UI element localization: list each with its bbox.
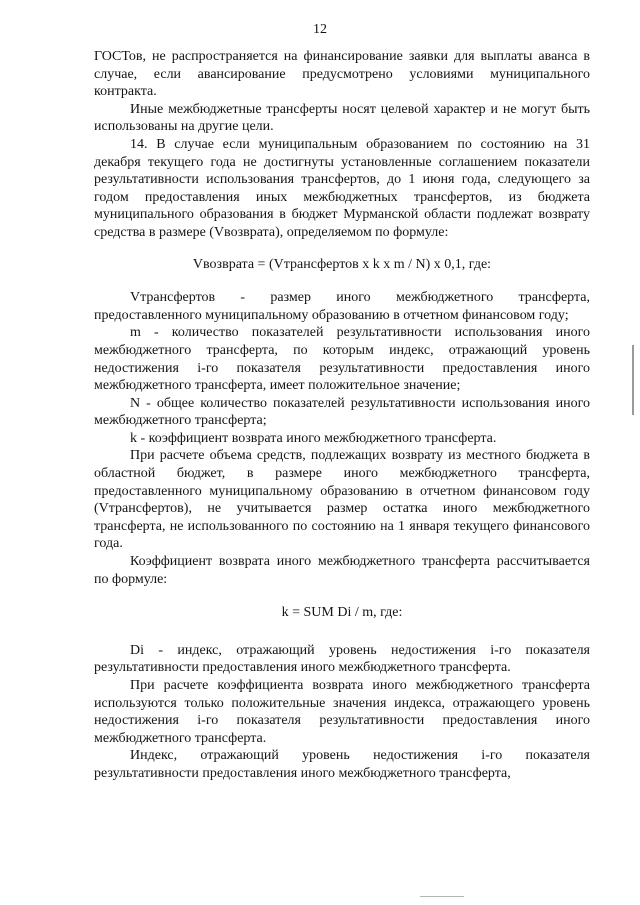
definition-n: N - общее количество показателей результативности использования иного межбюджетного трансферта; (94, 395, 590, 429)
paragraph-purpose: Иные межбюджетные трансферты носят целевой характер и не могут быть использованы на другие цели. (94, 101, 590, 135)
scan-bottom-mark (420, 896, 464, 897)
definition-k: k - коэффициент возврата иного межбюджетного трансферта. (130, 430, 497, 446)
paragraph-positive-values: При расчете коэффициента возврата иного межбюджетного трансферта используются только положительные значения индекса, отражающего уровень недостижения i-го показателя результативности предоставления иного межбюджетного трансферта. (94, 678, 590, 746)
paragraph-calculation-note: При расчете объема средств, подлежащих возврату из местного бюджета в областной бюджет, в размере иного межбюджетного трансферта, предоставленного муниципальному образованию в отчетном финансовом году (Vтрансфертов), не учитывается размер остатка иного межбюджетного трансферта, не использованного по состоянию на 1 января текущего финансового года. (94, 448, 590, 552)
paragraph-index-start: Индекс, отражающий уровень недостижения i-го показателя результативности предоставления иного межбюджетного трансферта, (94, 748, 590, 781)
definition-m: m - количество показателей результативности использования иного межбюджетного трансферта, по которым индекс, отражающий уровень недостижения i-го показателя результативности предоставления иного межбюджетного трансферта, имеет положительное значение; (94, 325, 590, 394)
definition-di: Di - индекс, отражающий уровень недостижения i-го показателя результативности предоставления иного межбюджетного трансферта. (94, 642, 590, 676)
formula-return-volume: Vвозврата = (Vтрансфертов x k x m / N) x 0,1, где: (192, 256, 492, 272)
page-number: 12 (313, 22, 327, 37)
document-body (94, 48, 590, 783)
paragraph-coefficient-intro: Коэффициент возврата иного межбюджетного трансферта рассчитывается по формуле: (94, 554, 590, 587)
definition-v-transfers: Vтрансфертов - размер иного межбюджетного трансферта, предоставленного муниципальному образованию в отчетном финансовом году; (94, 290, 590, 323)
scan-edge-mark (632, 345, 634, 415)
formula-coefficient: k = SUM Di / m, где: (281, 605, 403, 621)
paragraph-clause-14: 14. В случае если муниципальным образованием по состоянию на 31 декабря текущего года не достигнуты установленные соглашением показатели результативности использования трансфертов, до 1 июня года, следующего за годом предоставления иных межбюджетных трансфертов, из бюджета муниципального образования в бюджет Мурманской области подлежат возврату средства в размере (Vвозврата), определяемом по формуле: (94, 136, 590, 240)
paragraph-continuation: ГОСТов, не распространяется на финансирование заявки для выплаты аванса в случае, если авансирование предусмотрено условиями муниципального контракта. (94, 49, 590, 100)
